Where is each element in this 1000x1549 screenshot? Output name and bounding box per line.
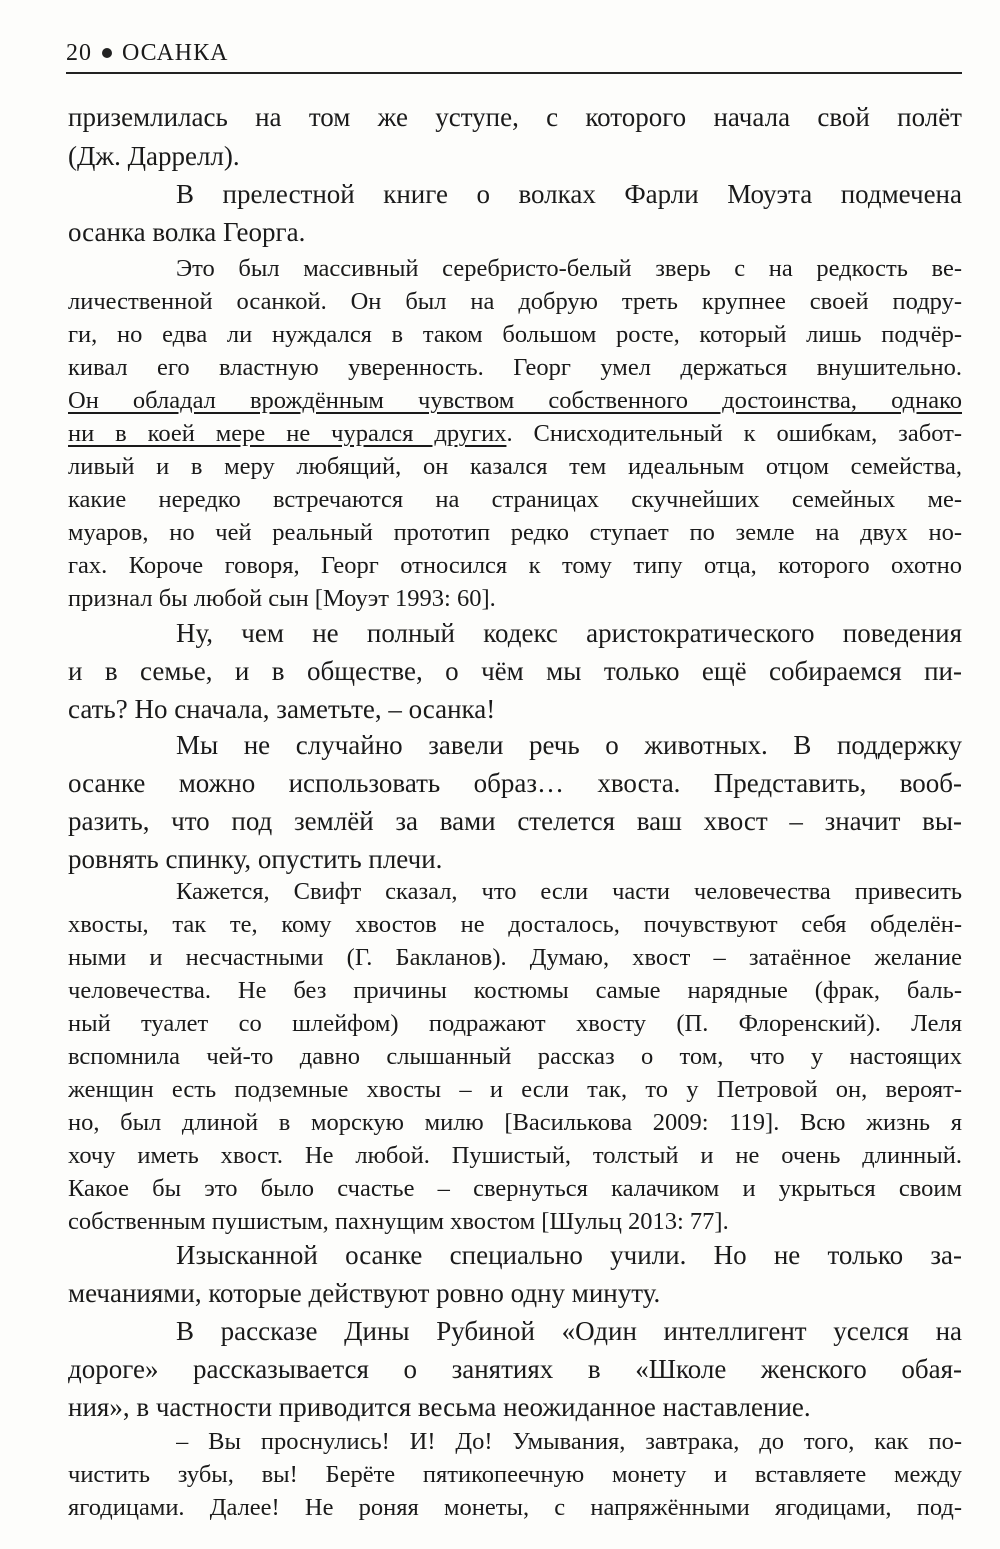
text-line: ния», в частности приводится весьма неожиданное наставление. — [68, 1392, 811, 1422]
text-line: В прелестной книге о волках Фарли Моуэта подмечена — [176, 179, 962, 209]
text-line: Ну, чем не полный кодекс аристократического поведения — [176, 618, 962, 648]
text-line: приземлилась на том же уступе, с которого начала свой полёт — [68, 102, 962, 132]
text-line: разить, что под землёй за вами стелется ваш хвост – значит вы- — [68, 806, 962, 836]
quote-line: Это был массивный серебристо-белый зверь с на редкость ве- — [176, 255, 962, 282]
running-header — [66, 38, 962, 74]
quote-line: ливый и в меру любящий, он казался тем идеальным отцом семейства, — [68, 453, 962, 480]
quote-line: муаров, но чей реальный прототип редко ступает по земле на двух но- — [68, 519, 962, 546]
quote-line: вспомнила чей-то давно слышанный рассказ о том, что у настоящих — [68, 1043, 962, 1070]
quote-line — [68, 418, 962, 449]
bullet-icon — [102, 48, 112, 58]
quote-line: ги, но едва ли нуждался в таком большом росте, который лишь подчёр- — [68, 321, 962, 348]
text-line: (Дж. Даррелл). — [68, 141, 240, 171]
text-line: мечаниями, которые действуют ровно одну минуту. — [68, 1278, 661, 1308]
quote-line: чистить зубы, вы! Берёте пятикопеечную монету и вставляете между — [68, 1461, 962, 1488]
page-number: 20 — [66, 40, 92, 66]
text-line: В рассказе Дины Рубиной «Один интеллигент уселся на — [176, 1316, 962, 1346]
quote-line: признал бы любой сын [Моуэт 1993: 60]. — [68, 585, 496, 612]
quote-line: Кажется, Свифт сказал, что если части человечества привесить — [176, 878, 962, 905]
text-line: осанке можно использовать образ… хвоста. Представить, вооб- — [68, 768, 962, 798]
text-line: сать? Но сначала, заметьте, – осанка! — [68, 694, 496, 724]
quote-line: личественной осанкой. Он был на добрую треть крупнее своей подру- — [68, 288, 962, 315]
text-line: дороге» рассказывается о занятиях в «Школе женского обая- — [68, 1354, 962, 1384]
quote-line: Какое бы это было счастье – свернуться калачиком и укрыться своим — [68, 1175, 962, 1202]
quote-line: ными и несчастными (Г. Бакланов). Думаю, хвост – затаённое желание — [68, 944, 962, 971]
quote-line: – Вы проснулись! И! До! Умывания, завтрака, до того, как по- — [176, 1428, 962, 1455]
quote-fragment: . Снисходительный к ошибкам, забот- — [506, 420, 962, 447]
quote-line: ягодицами. Далее! Не роняя монеты, с напряжёнными ягодицами, под- — [68, 1494, 962, 1521]
quote-line: хвосты, так те, кому хвостов не досталось, почувствуют себя обделён- — [68, 911, 962, 938]
text-line: ровнять спинку, опустить плечи. — [68, 844, 443, 874]
text-line: осанка волка Георга. — [68, 217, 306, 247]
quote-line: человечества. Не без причины костюмы самые нарядные (фрак, баль- — [68, 977, 962, 1004]
underlined-quote-line: Он обладал врождённым чувством собственного достоинства, однако — [68, 387, 962, 414]
quote-line: женщин есть подземные хвосты – и если так, то у Петровой он, вероят- — [68, 1076, 962, 1103]
quote-line: какие нередко встречаются на страницах скучнейших семейных ме- — [68, 486, 962, 513]
quote-line: ный туалет со шлейфом) подражают хвосту (П. Флоренский). Леля — [68, 1010, 962, 1037]
text-line: Изысканной осанке специально учили. Но не только за- — [176, 1240, 962, 1270]
quote-line: гах. Короче говоря, Георг относился к тому типу отца, которого охотно — [68, 552, 962, 579]
underlined-fragment: ни в коей мере не чурался других — [68, 420, 507, 447]
quote-line: собственным пушистым, пахнущим хвостом [Шульц 2013: 77]. — [68, 1208, 729, 1235]
text-line: Мы не случайно завели речь о животных. В поддержку — [176, 730, 962, 760]
quote-line: кивал его властную уверенность. Георг умел держаться внушительно. — [68, 354, 962, 381]
text-line: и в семье, и в обществе, о чём мы только ещё собираемся пи- — [68, 656, 962, 686]
chapter-title: ОСАНКА — [122, 40, 229, 66]
quote-line: хочу иметь хвост. Не любой. Пушистый, толстый и не очень длинный. — [68, 1142, 962, 1169]
quote-line: но, был длиной в морскую милю [Василькова 2009: 119]. Всю жизнь я — [68, 1109, 962, 1136]
